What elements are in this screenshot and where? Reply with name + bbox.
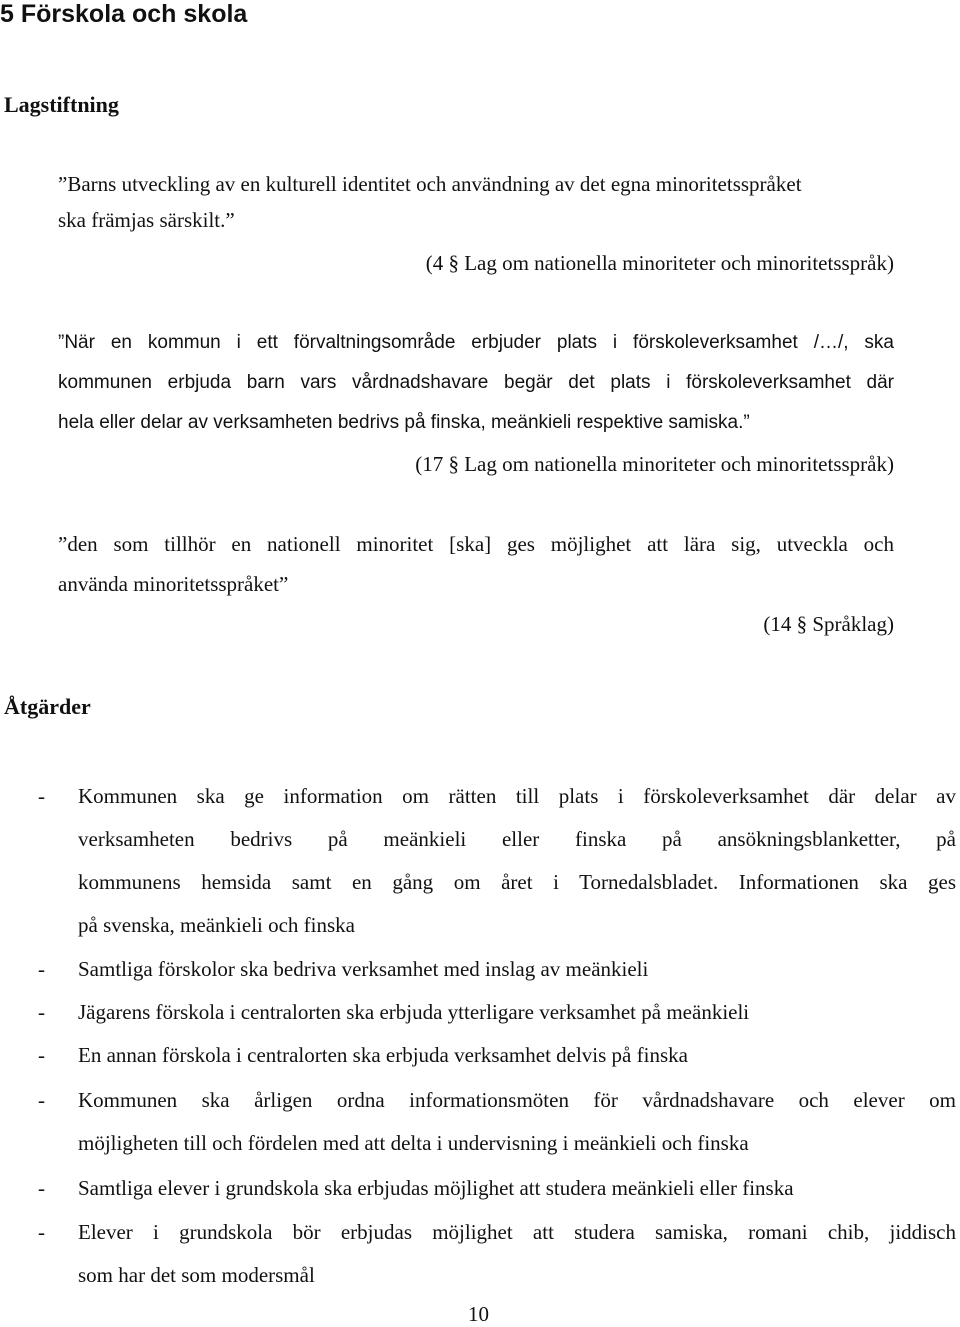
section-heading-lagstiftning: Lagstiftning	[4, 92, 119, 117]
bullet-dash: -	[38, 1220, 45, 1244]
bullet-dash: -	[38, 1088, 45, 1112]
list-item-line: Samtliga förskolor ska bedriva verksamhet med inslag av meänkieli	[78, 957, 649, 981]
page-number: 10	[468, 1302, 489, 1326]
quote-1-line-1: ”Barns utveckling av en kulturell identitet och användning av det egna minoritetsspråket	[58, 172, 802, 196]
list-item-line: Jägarens förskola i centralorten ska erbjuda ytterligare verksamhet på meänkieli	[78, 1000, 750, 1024]
quote-1-citation: (4 § Lag om nationella minoriteter och minoritetsspråk)	[425, 251, 894, 275]
list-item-line: som har det som modersmål	[78, 1263, 315, 1287]
list-item-line: Kommunen ska ge information om rätten till plats i förskoleverksamhet där delar av	[78, 784, 956, 808]
quote-2-line-1: ”När en kommun i ett förvaltningsområde erbjuder plats i förskoleverksamhet /…/, ska	[58, 332, 894, 353]
list-item-line: verksamheten bedrivs på meänkieli eller finska på ansökningsblanketter, på	[78, 827, 956, 851]
bullet-dash: -	[38, 1176, 45, 1200]
bullet-dash: -	[38, 1043, 45, 1067]
list-item-line: möjligheten till och fördelen med att delta i undervisning i meänkieli och finska	[78, 1131, 749, 1155]
page-title: 5 Förskola och skola	[0, 0, 248, 28]
list-item-line: på svenska, meänkieli och finska	[78, 913, 355, 937]
quote-3-citation: (14 § Språklag)	[763, 612, 894, 636]
bullet-dash: -	[38, 1000, 45, 1024]
quote-1-line-2: ska främjas särskilt.”	[58, 208, 235, 232]
list-item-line: Samtliga elever i grundskola ska erbjudas möjlighet att studera meänkieli eller finska	[78, 1176, 794, 1200]
section-heading-atgarder: Åtgärder	[4, 694, 91, 719]
quote-2-citation: (17 § Lag om nationella minoriteter och minoritetsspråk)	[415, 452, 894, 476]
quote-3-line-2: använda minoritetsspråket”	[58, 572, 289, 596]
bullet-dash: -	[38, 784, 45, 808]
list-item-line: Elever i grundskola bör erbjudas möjlighet att studera samiska, romani chib, jiddisch	[78, 1220, 956, 1244]
list-item-line: kommunens hemsida samt en gång om året i Tornedalsbladet. Informationen ska ges	[78, 870, 956, 894]
quote-2-line-2: kommunen erbjuda barn vars vårdnadshavare begär det plats i förskoleverksamhet där	[58, 372, 894, 393]
list-item-line: Kommunen ska årligen ordna informationsmöten för vårdnadshavare och elever om	[78, 1088, 956, 1112]
quote-3-line-1: ”den som tillhör en nationell minoritet [ska] ges möjlighet att lära sig, utveckla och	[58, 532, 894, 556]
bullet-dash: -	[38, 957, 45, 981]
quote-2-line-3: hela eller delar av verksamheten bedrivs på finska, meänkieli respektive samiska.”	[58, 412, 750, 433]
list-item-line: En annan förskola i centralorten ska erbjuda verksamhet delvis på finska	[78, 1043, 688, 1067]
